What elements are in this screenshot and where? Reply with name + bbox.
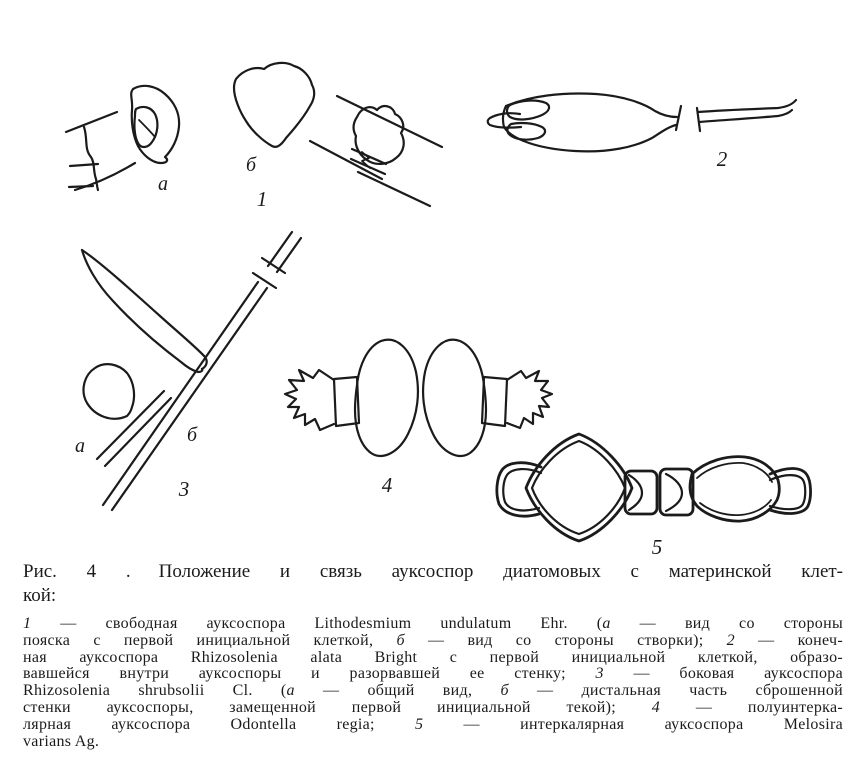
process-tube-top <box>698 100 796 112</box>
figure-title-text: Положение и связь ауксоспор диатомовых с материнской клет- <box>158 561 844 582</box>
figure-1-sublabel-a: а <box>158 173 168 195</box>
spine-crown-right <box>507 371 552 428</box>
figure-3-rhizosolenia-shrubsolii <box>75 232 301 510</box>
initial-cell-valve-lower <box>507 123 545 140</box>
link-cell-right <box>660 469 693 515</box>
legend-line-7: лярная ауксоспора Odontella regia; 5 — интеркалярная ауксоспора Melosira <box>23 715 843 733</box>
auxospore-body-bottom <box>504 125 676 151</box>
mother-cell-line <box>75 163 135 190</box>
mother-cell-wall <box>84 127 98 190</box>
auxospore-body-top <box>506 94 677 118</box>
auxospore-lens-right <box>423 340 486 456</box>
spine-crown-left <box>285 370 334 430</box>
figure-3-sublabel-b: б <box>186 424 198 446</box>
legend-line-2: пояска с первой инициальной клеткой, б — вид со стороны створки); 2 — конеч- <box>23 631 843 649</box>
auxospore-diamond-outer <box>526 434 632 541</box>
figure-5-number: 5 <box>651 535 663 558</box>
auxospore-blade-bottom <box>82 250 202 372</box>
auxospore-outline <box>353 106 403 164</box>
filament-line <box>268 232 292 266</box>
legend-line-4: вавшейся внутри ауксоспоры и разорвавшей ее стенку; 3 — боковая ауксоспора <box>23 665 843 683</box>
figure-4-odontella-regia <box>285 340 552 497</box>
legend-line-6: стенки ауксоспоры, замещенной первой инициальной текой); 4 — полуинтерка- <box>23 698 843 716</box>
legend-line-5: Rhizosolenia shrubsolii Cl. (а — общий вид, б — дистальная часть сброшенной <box>23 682 844 700</box>
sister-cell-outer <box>690 457 779 521</box>
filament-line <box>112 288 267 510</box>
legend-line-8: varians Ag. <box>23 732 100 750</box>
figure-3-sublabel-a: а <box>75 435 85 457</box>
figure-legend <box>23 616 843 750</box>
figure-5-melosira-varians <box>497 434 811 558</box>
auxospore-lens-left <box>355 340 418 456</box>
figure-1b-valve-view <box>234 63 314 147</box>
figure-1-girdle-view-right <box>310 96 442 206</box>
figure-2-rhizosolenia-alata <box>488 94 796 172</box>
figure-3-number: 3 <box>178 477 190 501</box>
figure-4-number: 4 <box>381 473 393 497</box>
auxospore-outline <box>131 86 179 163</box>
auxospore-body-left <box>503 106 506 127</box>
mother-cell-line <box>337 96 442 147</box>
initial-cell-fold <box>139 120 155 137</box>
filament-line <box>277 238 301 272</box>
shed-wall-outline <box>84 364 135 419</box>
figure-2-number: 2 <box>716 147 728 171</box>
mother-cell-line <box>310 141 382 179</box>
figure-1-number: 1 <box>256 187 268 211</box>
figure-1-lithodesmium <box>66 63 442 211</box>
sister-cell-inner <box>697 463 772 482</box>
figure-1-sublabel-b: б <box>245 154 257 176</box>
mother-cell-line <box>358 172 430 206</box>
auxospore-valve-outline <box>234 63 314 147</box>
legend-line-3: ная ауксоспора Rhizosolenia alata Bright с первой инициальной клеткой, образо- <box>23 648 843 666</box>
legend-line-1: 1 — свободная ауксоспора Lithodesmium undulatum Ehr. (а — вид со стороны <box>23 615 843 632</box>
auxospore-blade-top <box>82 250 207 369</box>
figure-number-prefix: Рис. 4 . <box>23 561 131 582</box>
figure-caption <box>0 558 863 750</box>
figure-caption-title <box>23 560 843 584</box>
initial-cell-valve-upper <box>507 101 549 120</box>
sister-cell-inner <box>700 500 771 515</box>
valve-face-arc <box>666 474 682 511</box>
figure-caption-title-continued: кой: <box>23 585 57 606</box>
mother-cell-line <box>66 112 117 132</box>
